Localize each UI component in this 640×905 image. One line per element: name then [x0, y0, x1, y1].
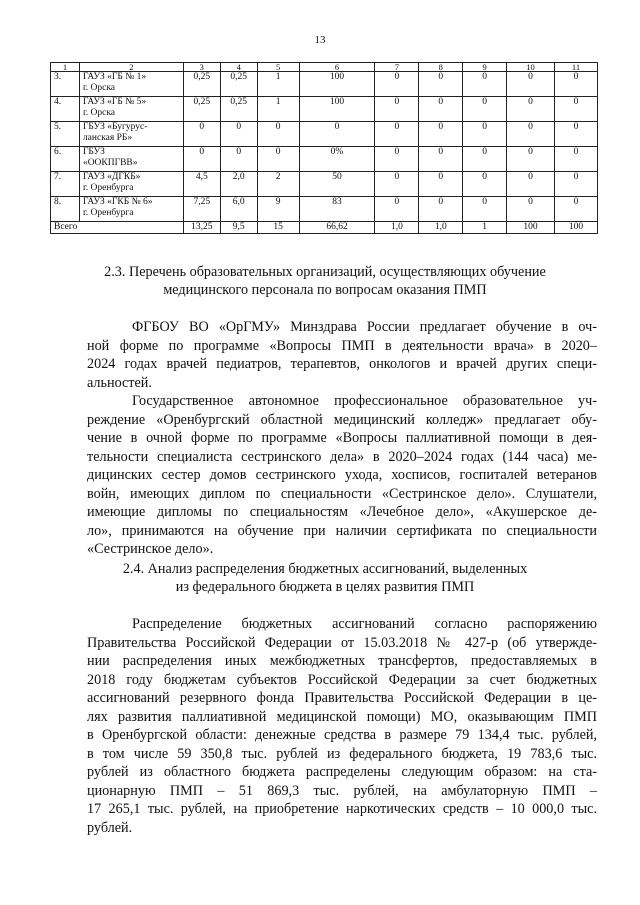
paragraph-line: рублей.	[87, 819, 133, 836]
table-cell: 0	[507, 97, 555, 122]
table-cell: 0	[419, 72, 463, 97]
organization-name-line: ГАУЗ «ГБ № 5»	[82, 97, 147, 107]
paragraph-line: Распределение бюджетных ассигнований согласно распоряжению	[132, 616, 597, 632]
total-cell: 100	[507, 222, 555, 234]
column-header: 3	[183, 63, 220, 72]
table-cell: 0	[555, 197, 598, 222]
paragraph-line: ло», принимаются на обучение при наличии сертификата по специальности	[87, 522, 597, 539]
table-cell: 0	[419, 172, 463, 197]
table-cell: 0	[183, 147, 220, 172]
column-header: 11	[555, 63, 598, 72]
organization-name-line: ГБУЗ «Бугурус-	[82, 122, 148, 132]
paragraph-line: войн, имеющих диплом по специальности «Сестринское дело». Слушатели,	[87, 485, 597, 502]
row-number: 3.	[51, 72, 80, 97]
organization-name-line: ГАУЗ «ГБ № 1»	[82, 72, 147, 82]
paragraph-orgmu	[87, 318, 597, 392]
table-cell: 0	[463, 122, 507, 147]
paragraph-line: ФГБОУ ВО «ОрГМУ» Минздрава России предлагает обучение в оч-	[132, 319, 597, 335]
table-cell: 2	[257, 172, 299, 197]
table-cell: 6,0	[220, 197, 257, 222]
section-2-4-heading	[70, 560, 580, 596]
table-cell: 7,25	[183, 197, 220, 222]
table-row	[51, 122, 598, 147]
table-cell: 0	[419, 147, 463, 172]
table-cell: 100	[299, 72, 375, 97]
row-number: 7.	[51, 172, 80, 197]
table-cell: 0	[375, 197, 419, 222]
table-row	[51, 97, 598, 122]
total-cell: 1	[463, 222, 507, 234]
table-cell: 83	[299, 197, 375, 222]
column-header: 5	[257, 63, 299, 72]
paragraph-line: дицинских сестер домов сестринского ухода, хосписов, госпиталей ветеранов	[87, 467, 597, 483]
palliative-staff-table	[50, 62, 598, 234]
paragraph-line: в том числе 59 350,8 тыс. рублей из федерального бюджета, 19 783,6 тыс.	[87, 745, 597, 762]
table-cell: 9	[257, 197, 299, 222]
organization-name	[79, 197, 183, 222]
organization-name-line: ГБУЗ	[82, 147, 105, 157]
organization-city-line: г. Орска	[82, 83, 116, 93]
paragraph-budget	[87, 615, 597, 837]
table-cell: 0	[507, 172, 555, 197]
table-cell: 4,5	[183, 172, 220, 197]
table-cell: 0	[375, 72, 419, 97]
paragraph-line: Правительства Российской Федерации от 15.03.2018 № 427-р (об утвержде-	[87, 634, 597, 651]
column-header: 1	[51, 63, 80, 72]
table-cell: 0	[555, 147, 598, 172]
table-cell: 0,25	[220, 72, 257, 97]
table-cell: 1	[257, 97, 299, 122]
section-2-3-heading	[70, 263, 580, 299]
table-cell: 0	[463, 172, 507, 197]
total-cell: 66,62	[299, 222, 375, 234]
table-cell: 0	[507, 122, 555, 147]
paragraph-college	[87, 392, 597, 559]
organization-city-line: г. Оренбурга	[82, 183, 134, 193]
table-cell: 0	[220, 122, 257, 147]
paragraph-line: нии распределения иных межбюджетных трансфертов, предоставляемых в	[87, 653, 597, 669]
row-number: 5.	[51, 122, 80, 147]
total-cell: 13,25	[183, 222, 220, 234]
column-header: 8	[419, 63, 463, 72]
table-cell: 0	[220, 147, 257, 172]
paragraph-line: чение в очной форме по программе «Вопросы паллиативной помощи в дея-	[87, 430, 597, 446]
paragraph-line: рублей из областного бюджета распределены следующим образом: на ста-	[87, 764, 597, 780]
table-cell: 0	[375, 122, 419, 147]
total-cell: 1,0	[419, 222, 463, 234]
table-cell: 2,0	[220, 172, 257, 197]
table-cell: 0	[419, 122, 463, 147]
paragraph-line: реждение «Оренбургский областной медицинский колледж» предлагает обу-	[87, 411, 597, 428]
paragraph-line: ассигнований резервного фонда Правительства Российской Федерации в це-	[87, 690, 597, 706]
organization-name	[79, 97, 183, 122]
page-number: 13	[314, 34, 326, 46]
paragraph-line: «Сестринское дело».	[87, 541, 214, 557]
table-cell: 0	[463, 197, 507, 222]
table-cell: 0	[419, 97, 463, 122]
organization-name	[79, 122, 183, 147]
table-cell: 0	[375, 147, 419, 172]
table-cell: 0%	[299, 147, 375, 172]
organization-city-line: г. Оренбурга	[82, 208, 134, 218]
table-cell: 1	[257, 72, 299, 97]
organization-name	[79, 72, 183, 97]
paragraph-line: ной форме по программе «Вопросы ПМП в деятельности врача» в 2020–	[87, 337, 597, 354]
paragraph-line: лях развития паллиативной медицинской помощи) МО, оказывающим ПМП	[87, 708, 597, 725]
table-row	[51, 147, 598, 172]
paragraph-line: ционарную ПМП – 51 869,3 тыс. рублей, на амбулаторную ПМП –	[87, 782, 597, 799]
heading-line: 2.4. Анализ распределения бюджетных ассигнований, выделенных	[122, 561, 528, 577]
table-cell: 0	[375, 97, 419, 122]
row-number: 4.	[51, 97, 80, 122]
paragraph-line: 2024 годах врачей педиатров, терапевтов, онкологов и врачей других специ-	[87, 356, 597, 372]
table-cell: 0	[507, 147, 555, 172]
organization-name	[79, 147, 183, 172]
column-header: 10	[507, 63, 555, 72]
table-cell: 0	[507, 197, 555, 222]
table-row	[51, 72, 598, 97]
table-cell: 100	[299, 97, 375, 122]
organization-city-line: ланская РБ»	[82, 133, 133, 143]
column-header: 6	[299, 63, 375, 72]
paragraph-line: альностей.	[87, 374, 152, 391]
table-cell: 0,25	[183, 97, 220, 122]
table-cell: 0	[555, 97, 598, 122]
column-header: 2	[79, 63, 183, 72]
table-cell: 0	[463, 147, 507, 172]
organization-name-line: ГАУЗ «ДГКБ»	[82, 172, 141, 182]
table-cell: 0	[183, 122, 220, 147]
table-cell: 0	[463, 97, 507, 122]
total-cell: 9,5	[220, 222, 257, 234]
column-header: 7	[375, 63, 419, 72]
column-header: 4	[220, 63, 257, 72]
paragraph-line: Государственное автономное профессиональное образовательное уч-	[132, 393, 597, 409]
table-cell: 0	[555, 122, 598, 147]
table-cell: 0	[555, 72, 598, 97]
table-cell: 0	[257, 122, 299, 147]
paragraph-line: в Оренбургской области: денежные средства в размере 79 134,4 тыс. рублей,	[87, 727, 597, 743]
total-label: Всего	[51, 222, 184, 234]
paragraph-line: 17 265,1 тыс. рублей, на приобретение наркотических средств – 10 000,0 тыс.	[87, 801, 597, 817]
heading-line: из федерального бюджета в целях развития ПМП	[175, 579, 475, 595]
paragraph-line: имеющие дипломы по специальностям «Лечебное дело», «Акушерское де-	[87, 504, 597, 520]
paragraph-line: 2018 году бюджетам субъектов Российской Федерации за счет бюджетных	[87, 671, 597, 688]
table-cell: 0,25	[220, 97, 257, 122]
total-cell: 100	[555, 222, 598, 234]
row-number: 6.	[51, 147, 80, 172]
row-number: 8.	[51, 197, 80, 222]
total-cell: 15	[257, 222, 299, 234]
table-cell: 50	[299, 172, 375, 197]
organization-city-line: г. Орска	[82, 108, 116, 118]
table-row	[51, 172, 598, 197]
table-cell: 0	[419, 197, 463, 222]
table-cell: 0,25	[183, 72, 220, 97]
table-cell: 0	[507, 72, 555, 97]
paragraph-line: тельности специалиста сестринского дела» в 2020–2024 годах (144 часа) ме-	[87, 448, 597, 465]
table-total-row	[51, 222, 598, 234]
table-row	[51, 197, 598, 222]
organization-city-line: «ООКПГВВ»	[82, 158, 138, 168]
heading-line: медицинского персонала по вопросам оказания ПМП	[163, 282, 487, 298]
table-cell: 0	[463, 72, 507, 97]
organization-name	[79, 172, 183, 197]
column-header: 9	[463, 63, 507, 72]
table-header-row	[51, 63, 598, 72]
organization-name-line: ГАУЗ «ГКБ № 6»	[82, 197, 153, 207]
table-cell: 0	[299, 122, 375, 147]
table-cell: 0	[555, 172, 598, 197]
table-cell: 0	[257, 147, 299, 172]
heading-line: 2.3. Перечень образовательных организаций, осуществляющих обучение	[104, 264, 546, 280]
table-cell: 0	[375, 172, 419, 197]
total-cell: 1,0	[375, 222, 419, 234]
